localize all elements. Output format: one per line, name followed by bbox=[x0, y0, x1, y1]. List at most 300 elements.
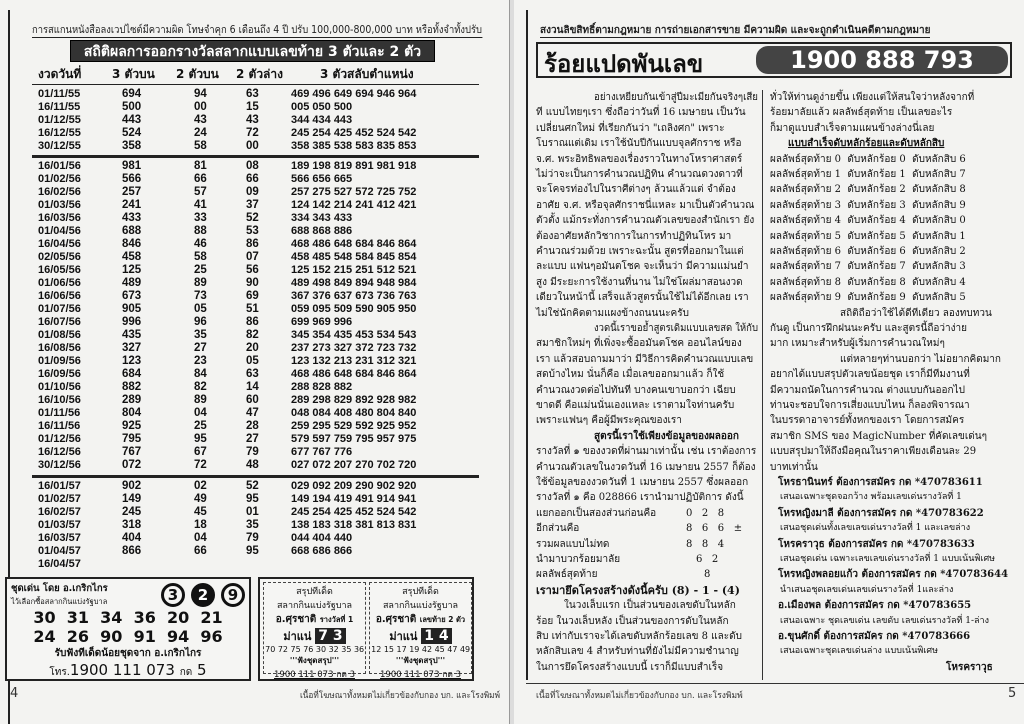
table-row bbox=[38, 480, 478, 493]
text-line: ในการยึดโครงสร้างแบบนี้ เราก็มีแบบสำเร็จ bbox=[536, 661, 724, 673]
ad-press: กด bbox=[179, 667, 193, 678]
two-digit-top: 49 bbox=[194, 493, 207, 505]
calc-label: นำมาบวกร้อยมาลัย bbox=[536, 554, 621, 565]
two-digit-top: 96 bbox=[194, 316, 207, 328]
calc-label: รวมผลแบบไม่ทด bbox=[536, 538, 610, 550]
draw-date: 16/07/56 bbox=[38, 316, 81, 328]
table-row bbox=[38, 140, 478, 153]
text-line: งวดนี้เราขอย้ำสูตรเดิมแบบเลขสด ให้กับ bbox=[594, 323, 758, 334]
ad-phone: 1900 111 073 bbox=[69, 661, 175, 679]
three-digit-top: 804 bbox=[122, 407, 142, 419]
draw-date: 01/04/57 bbox=[38, 545, 81, 557]
highlight-number: 1 4 bbox=[421, 628, 451, 644]
text-line: แบบสรุปมาให้ถึงมือคุณในราคาเพียงเดือนละ 29 bbox=[770, 446, 977, 458]
permutations: 029 092 209 290 902 920 bbox=[291, 480, 417, 492]
permutations: 289 298 829 892 928 982 bbox=[291, 394, 417, 406]
hotline-number: 1900 888 793 bbox=[756, 46, 1008, 74]
permutations: 048 084 408 480 804 840 bbox=[291, 407, 417, 419]
result-table-row: ผลลัพธ์สุดท้าย 1 ดับหลักร้อย 1 ดับหลักสิบ 7 bbox=[770, 169, 966, 180]
draw-date: 16/02/56 bbox=[38, 186, 81, 198]
text-line: ต้องอาศัยหลักวิชาการในการทำปฏิทินโหร มา bbox=[536, 230, 732, 242]
table-row bbox=[38, 186, 478, 199]
ad-listen-text: รับฟังทีเด็ดน้อยชุดจาก อ.เกริกไกร bbox=[54, 648, 202, 659]
three-digit-top: 767 bbox=[122, 446, 142, 458]
three-digit-top: 327 bbox=[122, 342, 142, 354]
permutations: 257 275 527 572 725 752 bbox=[291, 186, 417, 198]
panel-lead: ม่าแน่ bbox=[283, 630, 312, 643]
permutations: 245 254 425 452 524 542 bbox=[291, 506, 417, 518]
permutations: 579 597 759 795 957 975 bbox=[291, 433, 417, 445]
draw-date: 01/12/55 bbox=[38, 114, 81, 126]
text-line: มีความถนัดในการคำนวณ ต่างแบบกันออกไป bbox=[770, 384, 965, 396]
number-ball: 9 bbox=[221, 583, 245, 607]
column-header: 3 ตัวบน bbox=[112, 67, 155, 81]
two-digit-top: 05 bbox=[194, 303, 207, 315]
table-title: สถิติผลการออกรางวัลสลากแบบเลขท้าย 3 ตัวและ 2 ตัว bbox=[83, 44, 422, 60]
summary-panel bbox=[263, 582, 366, 680]
two-digit-top: 24 bbox=[194, 127, 207, 139]
text-line: โบราณแต่เดิม เราใช้นับปีกันแบบจุลศักราช หรือ bbox=[536, 138, 742, 150]
draw-date: 30/12/56 bbox=[38, 459, 81, 471]
copyright-notice: สงวนลิขสิทธิ์ตามกฎหมาย การถ่ายเอกสารขาย มีความผิด และจะถูกดำเนินคดีตามกฎหมาย bbox=[540, 25, 931, 36]
three-digit-top: 443 bbox=[122, 114, 142, 126]
three-digit-top: 123 bbox=[122, 355, 142, 367]
three-digit-top: 241 bbox=[122, 199, 142, 211]
two-digit-bottom: 05 bbox=[246, 355, 259, 367]
table-row bbox=[38, 532, 478, 545]
table-row bbox=[38, 446, 478, 459]
two-digit-bottom: 43 bbox=[246, 114, 259, 126]
two-digit-top: 04 bbox=[194, 532, 207, 544]
draw-date: 01/03/57 bbox=[38, 519, 81, 531]
two-digit-top: 41 bbox=[194, 199, 207, 211]
calc-value: 8 bbox=[704, 569, 711, 581]
draw-date: 16/10/56 bbox=[38, 394, 81, 406]
permutations: 344 434 443 bbox=[291, 114, 353, 126]
permutations: 027 072 207 270 702 720 bbox=[291, 459, 417, 471]
panel-numbers: 12 15 17 19 42 45 47 49 bbox=[371, 645, 470, 654]
draw-date: 01/04/56 bbox=[38, 225, 81, 237]
permutations: 123 132 213 231 312 321 bbox=[291, 355, 417, 367]
draw-date: 16/03/56 bbox=[38, 212, 81, 224]
calc-value: 0 2 8 bbox=[686, 507, 725, 519]
result-table-row: ผลลัพธ์สุดท้าย 4 ดับหลักร้อย 4 ดับหลักสิบ 0 bbox=[770, 215, 966, 227]
two-digit-bottom: 00 bbox=[246, 140, 259, 152]
table-row bbox=[38, 506, 478, 519]
footer-disclaimer: เนื้อที่โฆษณาทั้งหมดไม่เกี่ยวข้องกับกอง บก. และโรงพิมพ์ bbox=[300, 691, 500, 701]
three-digit-top: 566 bbox=[122, 173, 142, 185]
permutations: 469 496 649 694 946 964 bbox=[291, 88, 417, 100]
permutations: 468 486 648 684 846 864 bbox=[291, 238, 417, 250]
sms-signup-line: โหรธานินทร์ ต้องการสมัคร กด *470783611 bbox=[778, 477, 983, 488]
two-digit-top: 25 bbox=[194, 420, 207, 432]
number-ball: 3 bbox=[161, 583, 185, 607]
sms-signup-line: โหรหญิงพลอยแก้ว ต้องการสมัคร กด *470783644 bbox=[778, 569, 1009, 581]
three-digit-top: 435 bbox=[122, 329, 142, 341]
result-table-row: ผลลัพธ์สุดท้าย 3 ดับหลักร้อย 3 ดับหลักสิบ 9 bbox=[770, 199, 966, 211]
summary-panel bbox=[369, 582, 472, 680]
panel-title: สรุปทีเด็ด bbox=[402, 587, 439, 597]
two-digit-top: 95 bbox=[194, 433, 207, 445]
two-digit-top: 72 bbox=[194, 459, 207, 471]
two-digit-bottom: 72 bbox=[246, 127, 259, 139]
text-line: ก็มาดูแบบสำเร็จตามแผนข้างล่างนี่เลย bbox=[770, 122, 935, 134]
text-line: อยากได้แบบสรุปตัวเลขน้อยชุด เราก็มีทีมงานที่ bbox=[770, 369, 970, 381]
permutations: 149 194 419 491 914 941 bbox=[291, 493, 417, 505]
three-digit-top: 245 bbox=[122, 506, 142, 518]
two-digit-top: 23 bbox=[194, 355, 207, 367]
text-line: จะโคจรท่องไปในราศีต่างๆ ล้วนแล้วแต่ จำต้อง bbox=[536, 184, 736, 196]
text-line: ทั่วให้ท่านดูง่ายขึ้น เพียงแต่ให้สนใจว่าหลังจากที่ bbox=[770, 92, 975, 103]
text-line: คำนวณตัวเลขในงวดวันที่ 16 เมษายน 2557 ก็ต้อง bbox=[536, 461, 756, 473]
three-digit-top: 902 bbox=[122, 480, 142, 492]
two-digit-bottom: 63 bbox=[246, 88, 259, 100]
table-row bbox=[38, 342, 478, 355]
ad-numbers-row-1: 30 31 34 36 20 21 bbox=[33, 608, 223, 627]
ad-title: ชุดเด่น โดย อ.เกริกไกร bbox=[11, 583, 108, 594]
text-line: สิบ เท่ากับเราจะได้เลขดับหลักร้อยเลข 8 และดับ bbox=[536, 631, 742, 642]
copyright-notice: การสแกนหนังสือลงเวปไซต์มีความผิด โทษจำคุก 6 เดือนถึง 4 ปี ปรับ 100,000-800,000 บาท หรือทั้งจำทั้งปรับ bbox=[32, 24, 482, 36]
two-digit-bottom: 09 bbox=[246, 186, 259, 198]
two-digit-top: 45 bbox=[194, 506, 207, 518]
two-digit-top: 89 bbox=[194, 394, 207, 406]
permutations: 189 198 819 891 981 918 bbox=[291, 160, 417, 172]
three-digit-top: 795 bbox=[122, 433, 142, 445]
text-line: ที แบบไทยๆเรา ซึ่งถือว่าวันที่ 16 เมษายน เป็นวัน bbox=[536, 107, 746, 119]
column-divider bbox=[762, 90, 763, 680]
draw-date: 01/11/56 bbox=[38, 407, 81, 419]
page-number: 5 bbox=[1008, 686, 1017, 701]
table-row bbox=[38, 127, 478, 140]
permutations: 245 254 425 452 524 542 bbox=[291, 127, 417, 139]
left-page bbox=[0, 0, 510, 724]
astrologer-name: อ.ศุรชาติ bbox=[375, 614, 417, 625]
calc-label: อีกส่วนคือ bbox=[536, 523, 580, 535]
two-digit-top: 67 bbox=[194, 446, 207, 458]
draw-date: 16/01/57 bbox=[38, 480, 81, 492]
calc-value: 6 2 bbox=[696, 554, 719, 565]
column-header: 3 ตัวสลับตำแหน่ง bbox=[320, 67, 414, 81]
sms-signup-line: อ.ขุนศักดิ์ ต้องการสมัคร กด *470783666 bbox=[778, 631, 971, 642]
two-digit-top: 81 bbox=[194, 160, 207, 172]
draw-date: 01/12/56 bbox=[38, 433, 81, 445]
table-row bbox=[38, 493, 478, 506]
three-digit-top: 882 bbox=[122, 381, 142, 393]
draw-date: 01/03/56 bbox=[38, 199, 81, 211]
draw-date: 01/02/56 bbox=[38, 173, 81, 185]
text-line: เดียวในหน้านี้ เสร็จแล้วสูตรนั้นใช้ไม่ได้อีกเลย เรา bbox=[536, 292, 749, 304]
two-digit-bottom: 35 bbox=[246, 519, 259, 531]
panel-listen: '''ฟังชุดสรุป''' bbox=[395, 656, 446, 665]
two-digit-top: 82 bbox=[194, 381, 207, 393]
two-digit-top: 35 bbox=[194, 329, 207, 341]
two-digit-bottom: 69 bbox=[246, 290, 259, 302]
two-digit-top: 00 bbox=[194, 101, 207, 113]
table-row bbox=[38, 368, 478, 381]
ad-phone-line bbox=[49, 661, 206, 680]
table-row bbox=[38, 407, 478, 420]
two-digit-bottom: 66 bbox=[246, 173, 259, 185]
two-digit-top: 58 bbox=[194, 251, 207, 263]
three-digit-top: 981 bbox=[122, 160, 142, 172]
draw-date: 01/02/57 bbox=[38, 493, 81, 505]
permutations: 345 354 435 453 534 543 bbox=[291, 329, 417, 341]
astrologer-name: อ.ศุรชาติ bbox=[275, 614, 317, 625]
sms-description: เสนอเฉพาะ ชุดเลขเด่น เลขดับ เลขเด่นรางวัลที่ 1-ล่าง bbox=[780, 615, 989, 626]
draw-date: 16/05/56 bbox=[38, 264, 81, 276]
two-digit-top: 27 bbox=[194, 342, 207, 354]
permutations: 044 404 440 bbox=[291, 532, 353, 544]
three-digit-top: 925 bbox=[122, 420, 142, 432]
text-line: สดบ้างไหม นั่นก็คือ เมื่อเลขออกมาแล้ว ก็ใช้ bbox=[536, 369, 725, 381]
three-digit-top: 905 bbox=[122, 303, 142, 315]
text-line: ในบรรดาอาจารย์ทั้งหกของเรา โดยการสมัคร bbox=[770, 415, 965, 427]
three-digit-top: 125 bbox=[122, 264, 142, 276]
ad-phone-prefix: โทร. bbox=[49, 667, 70, 678]
table-row bbox=[38, 160, 478, 173]
structure-heading: เรามายึดโครงสร้างดังนี้ครับ (8) - 1 - (4) bbox=[536, 583, 740, 597]
table-row bbox=[38, 519, 478, 532]
three-digit-top: 688 bbox=[122, 225, 142, 237]
two-digit-bottom: 48 bbox=[246, 459, 259, 471]
calc-value: 8 8 4 bbox=[686, 538, 725, 550]
draw-date: 16/12/56 bbox=[38, 446, 81, 458]
three-digit-top: 433 bbox=[122, 212, 142, 224]
draw-date: 16/04/57 bbox=[38, 558, 81, 570]
three-digit-top: 404 bbox=[122, 532, 142, 544]
two-digit-top: 25 bbox=[194, 264, 207, 276]
text-line: สถิติถือว่าใช้ได้ดีทีเดียว ลองทบทวน bbox=[840, 307, 992, 319]
two-digit-top: 43 bbox=[194, 114, 207, 126]
two-digit-bottom: 79 bbox=[246, 532, 259, 544]
draw-date: 01/11/55 bbox=[38, 88, 81, 100]
three-digit-top: 694 bbox=[122, 88, 142, 100]
two-digit-bottom: 56 bbox=[246, 264, 259, 276]
highlight-number: 7 3 bbox=[315, 628, 345, 644]
number-ball: 2 bbox=[191, 583, 215, 607]
three-digit-top: 458 bbox=[122, 251, 142, 263]
text-line: สมาชิก SMS ของ MagicNumber ที่คัดเลขเด่นๆ bbox=[770, 430, 987, 442]
table-row bbox=[38, 290, 478, 303]
two-digit-bottom: 52 bbox=[246, 480, 259, 492]
table-row bbox=[38, 459, 478, 472]
two-digit-bottom: 52 bbox=[246, 212, 259, 224]
three-digit-top: 257 bbox=[122, 186, 142, 198]
panel-lead: ม่าแน่ bbox=[389, 630, 418, 643]
three-digit-top: 489 bbox=[122, 277, 142, 289]
two-digit-top: 18 bbox=[194, 519, 207, 531]
result-table-row: ผลลัพธ์สุดท้าย 2 ดับหลักร้อย 2 ดับหลักสิบ 8 bbox=[770, 184, 966, 196]
two-digit-bottom: 95 bbox=[246, 545, 259, 557]
panel-subtitle: สลากกินแบ่งรัฐบาล bbox=[382, 601, 459, 611]
table-row bbox=[38, 329, 478, 342]
table-title-banner bbox=[70, 40, 435, 62]
draw-date: 01/08/56 bbox=[38, 329, 81, 341]
footer-disclaimer: เนื้อที่โฆษณาทั้งหมดไม่เกี่ยวข้องกับกอง บก. และโรงพิมพ์ bbox=[536, 691, 743, 701]
text-line: คำนวณงวดต่อไปทันที บางคนเขาบอกว่า เฉียบ bbox=[536, 384, 736, 396]
text-line: คำนวณร่วมด้วย เพราะฉะนั้น สูตรที่ออกมาในแต่ bbox=[536, 246, 744, 257]
sms-signup-line: โหรคราวุธ ต้องการสมัคร กด *470783633 bbox=[778, 538, 975, 550]
two-digit-bottom: 53 bbox=[246, 225, 259, 237]
table-row bbox=[38, 558, 478, 571]
two-digit-bottom: 82 bbox=[246, 329, 259, 341]
panel-phone: 1900 111 073 กด 3 bbox=[274, 670, 355, 680]
two-digit-bottom: 20 bbox=[246, 342, 259, 354]
text-line: บาทเท่านั้น bbox=[770, 461, 818, 473]
text-line: ละแบบ แฟนๆอมันตโชค จะเห็นว่า มีความแม่นยำ bbox=[536, 261, 749, 273]
result-table-row: ผลลัพธ์สุดท้าย 7 ดับหลักร้อย 7 ดับหลักสิบ 3 bbox=[770, 261, 966, 273]
permutations: 259 295 529 592 925 952 bbox=[291, 420, 417, 432]
text-line: กันดู เป็นการฝึกฝนนะครับ และสูตรนี้ถือว่าง่าย bbox=[770, 323, 968, 334]
two-digit-bottom: 07 bbox=[246, 251, 259, 263]
ad-subtitle: ไว้เลือกซื้อสลากกินแบ่งรัฐบาล bbox=[11, 597, 108, 606]
two-digit-bottom: 47 bbox=[246, 407, 259, 419]
permutations: 125 152 215 251 512 521 bbox=[291, 264, 417, 276]
text-line: มาก เหมาะสำหรับผู้เริ่มการคำนวณใหม่ๆ bbox=[770, 338, 945, 350]
text-line: เรา แล้วสอบถามมาว่า มีวิธีการคิดคำนวณแบบเลข bbox=[536, 353, 754, 365]
text-line: เปลี่ยนศกใหม่ ที่เรียกกันว่า "เถลิงศก" เพราะ bbox=[536, 122, 725, 134]
sms-description: เสนอเฉพาะชุดจอกว้าง พร้อมเลขเด่นรางวัลที่ 1 bbox=[780, 492, 962, 503]
table-heading: แบบสำเร็จดับหลักร้อยและดับหลักสิบ bbox=[788, 138, 945, 150]
table-row bbox=[38, 545, 478, 558]
three-digit-top: 072 bbox=[122, 459, 142, 471]
text-line: รางวัลที่ ๑ ของงวดที่ผ่านมาเท่านั้น เช่น เราต้องการ bbox=[536, 446, 757, 458]
two-digit-top: 66 bbox=[194, 545, 207, 557]
table-row bbox=[38, 212, 478, 225]
result-table-row: ผลลัพธ์สุดท้าย 6 ดับหลักร้อย 6 ดับหลักสิบ 2 bbox=[770, 246, 966, 257]
permutations: 677 767 776 bbox=[291, 446, 353, 458]
permutations: 489 498 849 894 948 984 bbox=[291, 277, 417, 289]
draw-date: 16/04/56 bbox=[38, 238, 81, 250]
permutations: 059 095 509 590 905 950 bbox=[291, 303, 417, 315]
panel-numbers: 70 72 75 76 30 32 35 36 bbox=[265, 645, 364, 654]
table-row bbox=[38, 303, 478, 316]
calc-label: ผลลัพธ์สุดท้าย bbox=[536, 569, 598, 581]
table-row bbox=[38, 238, 478, 251]
text-line: ท่านจะชอบใจการเสี่ยงแบบไหน ก็ลองพิจารณา bbox=[770, 400, 970, 411]
text-line: รางวัลที่ ๑ คือ 028866 เรานำมาปฏิบัติการ ดังนี้ bbox=[536, 492, 744, 504]
sms-description: นำเสนอชุดเลขเด่นเลขเด่นรางวัลที่ 1และล่าง bbox=[780, 584, 954, 595]
two-digit-bottom: 51 bbox=[246, 303, 259, 315]
table-row bbox=[38, 264, 478, 277]
draw-date: 01/10/56 bbox=[38, 381, 81, 393]
table-row bbox=[38, 225, 478, 238]
three-digit-top: 149 bbox=[122, 493, 142, 505]
result-table-row: ผลลัพธ์สุดท้าย 0 ดับหลักร้อย 0 ดับหลักสิบ 6 bbox=[770, 153, 966, 165]
table-row bbox=[38, 420, 478, 433]
table-row bbox=[38, 433, 478, 446]
result-table-row: ผลลัพธ์สุดท้าย 9 ดับหลักร้อย 9 ดับหลักสิบ 5 bbox=[770, 292, 966, 304]
author-signature: โหรคราวุธ bbox=[946, 661, 993, 673]
permutations: 358 385 538 583 835 853 bbox=[291, 140, 417, 152]
page-number: 4 bbox=[10, 686, 19, 701]
draw-date: 02/05/56 bbox=[38, 251, 81, 263]
sms-description: เสนอชุดเด่นทั้งเลขเลขเด่นรางวัลที่ 1 และเลขล่าง bbox=[780, 523, 971, 534]
text-line: หลักสิบเลข 4 สำหรับท่านที่ยังไม่มีความชำนาญ bbox=[536, 646, 739, 658]
panel-category: รางวัลที่ 1 bbox=[319, 615, 354, 624]
calc-label: แยกออกเป็นสองส่วนก่อนคือ bbox=[536, 507, 657, 519]
two-digit-top: 58 bbox=[194, 140, 207, 152]
result-table-row: ผลลัพธ์สุดท้าย 8 ดับหลักร้อย 8 ดับหลักสิบ 4 bbox=[770, 276, 966, 288]
title-banner bbox=[536, 42, 1012, 78]
draw-date: 16/03/57 bbox=[38, 532, 81, 544]
permutations: 688 868 886 bbox=[291, 225, 353, 237]
permutations: 699 969 996 bbox=[291, 316, 353, 328]
draw-date: 16/02/57 bbox=[38, 506, 81, 518]
two-digit-bottom: 27 bbox=[246, 433, 259, 445]
table-row bbox=[38, 173, 478, 186]
draw-date: 30/12/55 bbox=[38, 140, 81, 152]
text-line: ในวงเล็บแรก เป็นส่วนของเลขดับในหลัก bbox=[564, 600, 736, 612]
two-digit-top: 73 bbox=[194, 290, 207, 302]
text-line: เพราะแฟนๆ คือผู้มีพระคุณของเรา bbox=[536, 415, 682, 427]
draw-date: 01/07/56 bbox=[38, 303, 81, 315]
text-line: ขาดดี คือแม่นนั่นเองแหละ เราตามใจท่านครับ bbox=[536, 400, 735, 411]
three-digit-top: 289 bbox=[122, 394, 142, 406]
permutations: 566 656 665 bbox=[291, 173, 353, 185]
permutations: 288 828 882 bbox=[291, 381, 353, 393]
two-digit-bottom: 01 bbox=[246, 506, 259, 518]
three-digit-top: 673 bbox=[122, 290, 142, 302]
table-row bbox=[38, 381, 478, 394]
text-line: ร้อย ในวงเล็บหลัง เป็นส่วนของการดับในหลัก bbox=[536, 615, 729, 627]
two-digit-top: 66 bbox=[194, 173, 207, 185]
permutations: 468 486 648 684 846 864 bbox=[291, 368, 417, 380]
two-digit-top: 33 bbox=[194, 212, 207, 224]
three-digit-top: 684 bbox=[122, 368, 142, 380]
two-digit-top: 02 bbox=[194, 480, 207, 492]
two-digit-top: 94 bbox=[194, 88, 207, 100]
text-line: ไม่ใช่นักคิดตามแผงข้างถนนนะครับ bbox=[536, 307, 689, 319]
two-digit-top: 57 bbox=[194, 186, 207, 198]
draw-date: 16/06/56 bbox=[38, 290, 81, 302]
panel-category: เลขท้าย 2 ตัว bbox=[419, 615, 466, 624]
two-digit-bottom: 08 bbox=[246, 160, 259, 172]
two-digit-top: 88 bbox=[194, 225, 207, 237]
text-line: ร้อยมาลัยแล้ว ผลลัพธ์สุดท้าย เป็นเลขอะไร bbox=[770, 107, 953, 119]
permutations: 458 485 548 584 845 854 bbox=[291, 251, 417, 263]
three-digit-top: 846 bbox=[122, 238, 142, 250]
right-page bbox=[514, 0, 1024, 724]
three-digit-top: 524 bbox=[122, 127, 142, 139]
two-digit-bottom: 60 bbox=[246, 394, 259, 406]
table-row bbox=[38, 199, 478, 212]
table-row bbox=[38, 114, 478, 127]
panel-listen: '''ฟังชุดสรุป''' bbox=[289, 656, 340, 665]
three-digit-top: 358 bbox=[122, 140, 142, 152]
ad-box-krikkrai bbox=[5, 577, 251, 681]
two-digit-bottom: 28 bbox=[246, 420, 259, 432]
draw-date: 16/11/56 bbox=[38, 420, 81, 432]
column-header: 2 ตัวล่าง bbox=[236, 67, 284, 81]
two-digit-bottom: 79 bbox=[246, 446, 259, 458]
ad-key: 5 bbox=[197, 661, 207, 679]
two-digit-top: 84 bbox=[194, 368, 207, 380]
sms-signup-line: อ.เมืองพล ต้องการสมัคร กด *470783655 bbox=[778, 600, 972, 612]
draw-date: 01/09/56 bbox=[38, 355, 81, 367]
sms-signup-line: โหรหญิงมาลี ต้องการสมัคร กด *470783622 bbox=[778, 507, 984, 519]
text-line: ไม่ว่าจะเป็นการคำนวณปฏิทิน คำนวณดวงดาวที่ bbox=[536, 169, 743, 180]
three-digit-top: 500 bbox=[122, 101, 142, 113]
two-digit-top: 04 bbox=[194, 407, 207, 419]
two-digit-bottom: 90 bbox=[246, 277, 259, 289]
table-row bbox=[38, 277, 478, 290]
column-header: งวดวันที่ bbox=[38, 67, 82, 81]
two-digit-bottom: 86 bbox=[246, 238, 259, 250]
result-table-row: ผลลัพธ์สุดท้าย 5 ดับหลักร้อย 5 ดับหลักสิบ 1 bbox=[770, 230, 966, 242]
permutations: 124 142 214 241 412 421 bbox=[291, 199, 417, 211]
two-digit-bottom: 95 bbox=[246, 493, 259, 505]
